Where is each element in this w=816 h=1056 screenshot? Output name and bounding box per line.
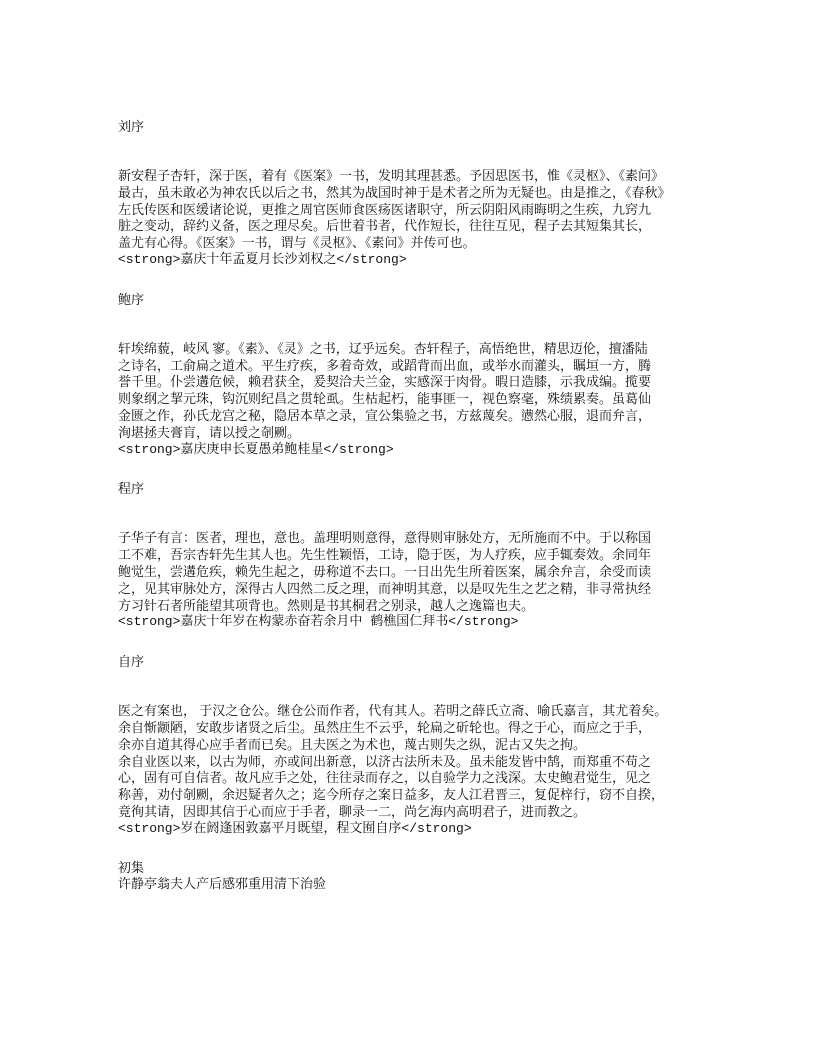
paragraph-line: 鲍觉生，尝遘危疾，赖先生起之，毋称道不去口。一日出先生所着医案，属余弁言，余受而读: [118, 563, 652, 579]
paragraph-line: 之，见其审脉处方，深得古人四然二反之理，而神明其意，以是叹先生之艺之精，非寻常执经: [118, 580, 652, 596]
section-heading: 刘序: [118, 119, 145, 134]
paragraph-line: 左氏传医和医缓诸论说，更推之周官医师食医疡医诸职守，所云阴阳风雨晦明之生疾，九窍九: [118, 201, 652, 217]
section-heading: 自序: [118, 654, 145, 670]
paragraph-line: 脏之变动，辞约义备，医之理尽矣。后世着书者，代作短长，往往互见，程子去其短集其长，: [118, 218, 652, 234]
signature-line: <strong>岁在阏逢困敦嘉平月既望，程文囿自序</strong>: [118, 820, 472, 836]
paragraph-line: 金匮之作，孙氏龙宫之秘，隐居本草之录，宣公集验之书，方兹蔑矣。懑然心服，退而弁言，: [118, 407, 652, 423]
preface-section: [118, 118, 718, 269]
preface-section: [118, 653, 718, 837]
paragraph-line: 之诗名，工俞扁之道术。平生疗疾，多着奇效，或蹈背而出血，或举水而灌头，瞩垣一方，腾: [118, 357, 652, 373]
paragraph-line: 工不难，吾宗杏轩先生其人也。先生性颖悟，工诗，隐于医，为人疗疾，应手辄奏效。余同年: [118, 547, 652, 563]
paragraph-line: 盖尤有心得。《医案》一书，谓与《灵枢》、《素问》并传可也。: [118, 235, 476, 251]
paragraph-line: 余自惭颛陋，安敢步诸贤之后尘。虽然庄生不云乎，轮扁之斫轮也。得之于心，而应之于手，: [118, 719, 652, 735]
paragraph-line: 则象纲之挈元珠，钩沉则纪昌之贯轮虱。生枯起朽，能事匪一，视色察毫，殊绩累奏。虽葛仙: [118, 391, 652, 407]
paragraph-line: 余自业医以来，以古为师，亦或间出新意，以济古法所未及。虽未能发皆中鹄，而郑重不苟之: [118, 753, 652, 769]
case-title: 许静亭翁夫人产后感邪重用清下治验: [118, 876, 327, 892]
paragraph-line: 方习针石者所能望其项背也。然则是书其桐君之别录，越人之逸篇也夫。: [118, 597, 535, 613]
paragraph-line: 轩埃绵藐，岐风 寥。《素》、《灵》之书，辽乎远矣。杏轩程子，高悟绝世，精思迈伦，擅潘陆: [118, 340, 648, 356]
signature-line: <strong>嘉庆庚申长夏愚弟鲍桂星</strong>: [118, 441, 394, 457]
preface-section: [118, 291, 718, 459]
paragraph-line: 洵堪拯夫膏肓，请以授之剞劂。: [118, 424, 301, 440]
preface-section: [118, 480, 718, 631]
paragraph-line: 称善，劝付剞劂，余迟疑者久之；迄今所存之案日益多，友人江君晋三，复促梓行，窃不自揆，: [118, 787, 665, 803]
paragraph-line: 最古，虽未敢必为神农氏以后之书，然其为战国时神于是术者之所为无疑也。由是推之，《春秋》: [118, 184, 671, 200]
paragraph-line: 竟徇其请，因即其信于心而应于手者，聊录一二，尚乞海内高明君子，进而教之。: [118, 803, 587, 819]
paragraph-line: 子华子有言：医者，理也，意也。盖理明则意得，意得则审脉处方，无所施而不中。于以称国: [118, 530, 652, 546]
section-heading: 程序: [118, 481, 145, 497]
paragraph-line: 新安程子杏轩，深于医，着有《医案》一书，发明其理甚悉。予因思医书，惟《灵枢》、《素问》: [118, 168, 665, 183]
section-heading: 鲍序: [118, 291, 145, 307]
signature-line: <strong>嘉庆十年孟夏月长沙刘权之</strong>: [118, 251, 407, 267]
paragraph-line: 医之有案也， 于汉之仓公。继仓公而作者，代有其人。若明之薛氏立斋、喻氏嘉言，其尤着矣。: [118, 703, 668, 719]
paragraph-line: 誉千里。仆尝遘危候，赖君获全，爰契洽夫兰金，实感深于肉骨。暇日造膝，示我成编。揽要: [118, 374, 652, 390]
collection-section: [118, 860, 718, 894]
collection-heading: 初集: [118, 859, 145, 875]
paragraph-line: 心，固有可自信者。故凡应手之处，往往录而存之，以自验学力之浅深。太史鲍君觉生，见之: [118, 770, 652, 786]
paragraph-line: 余亦自道其得心应手者而已矣。且夫医之为术也，蔑古则失之纵，泥古又失之拘。: [118, 736, 587, 752]
document-body: [118, 118, 718, 915]
signature-line: <strong>嘉庆十年岁在构蒙赤奋若余月中 鹤樵国仁拜书</strong>: [118, 614, 519, 630]
